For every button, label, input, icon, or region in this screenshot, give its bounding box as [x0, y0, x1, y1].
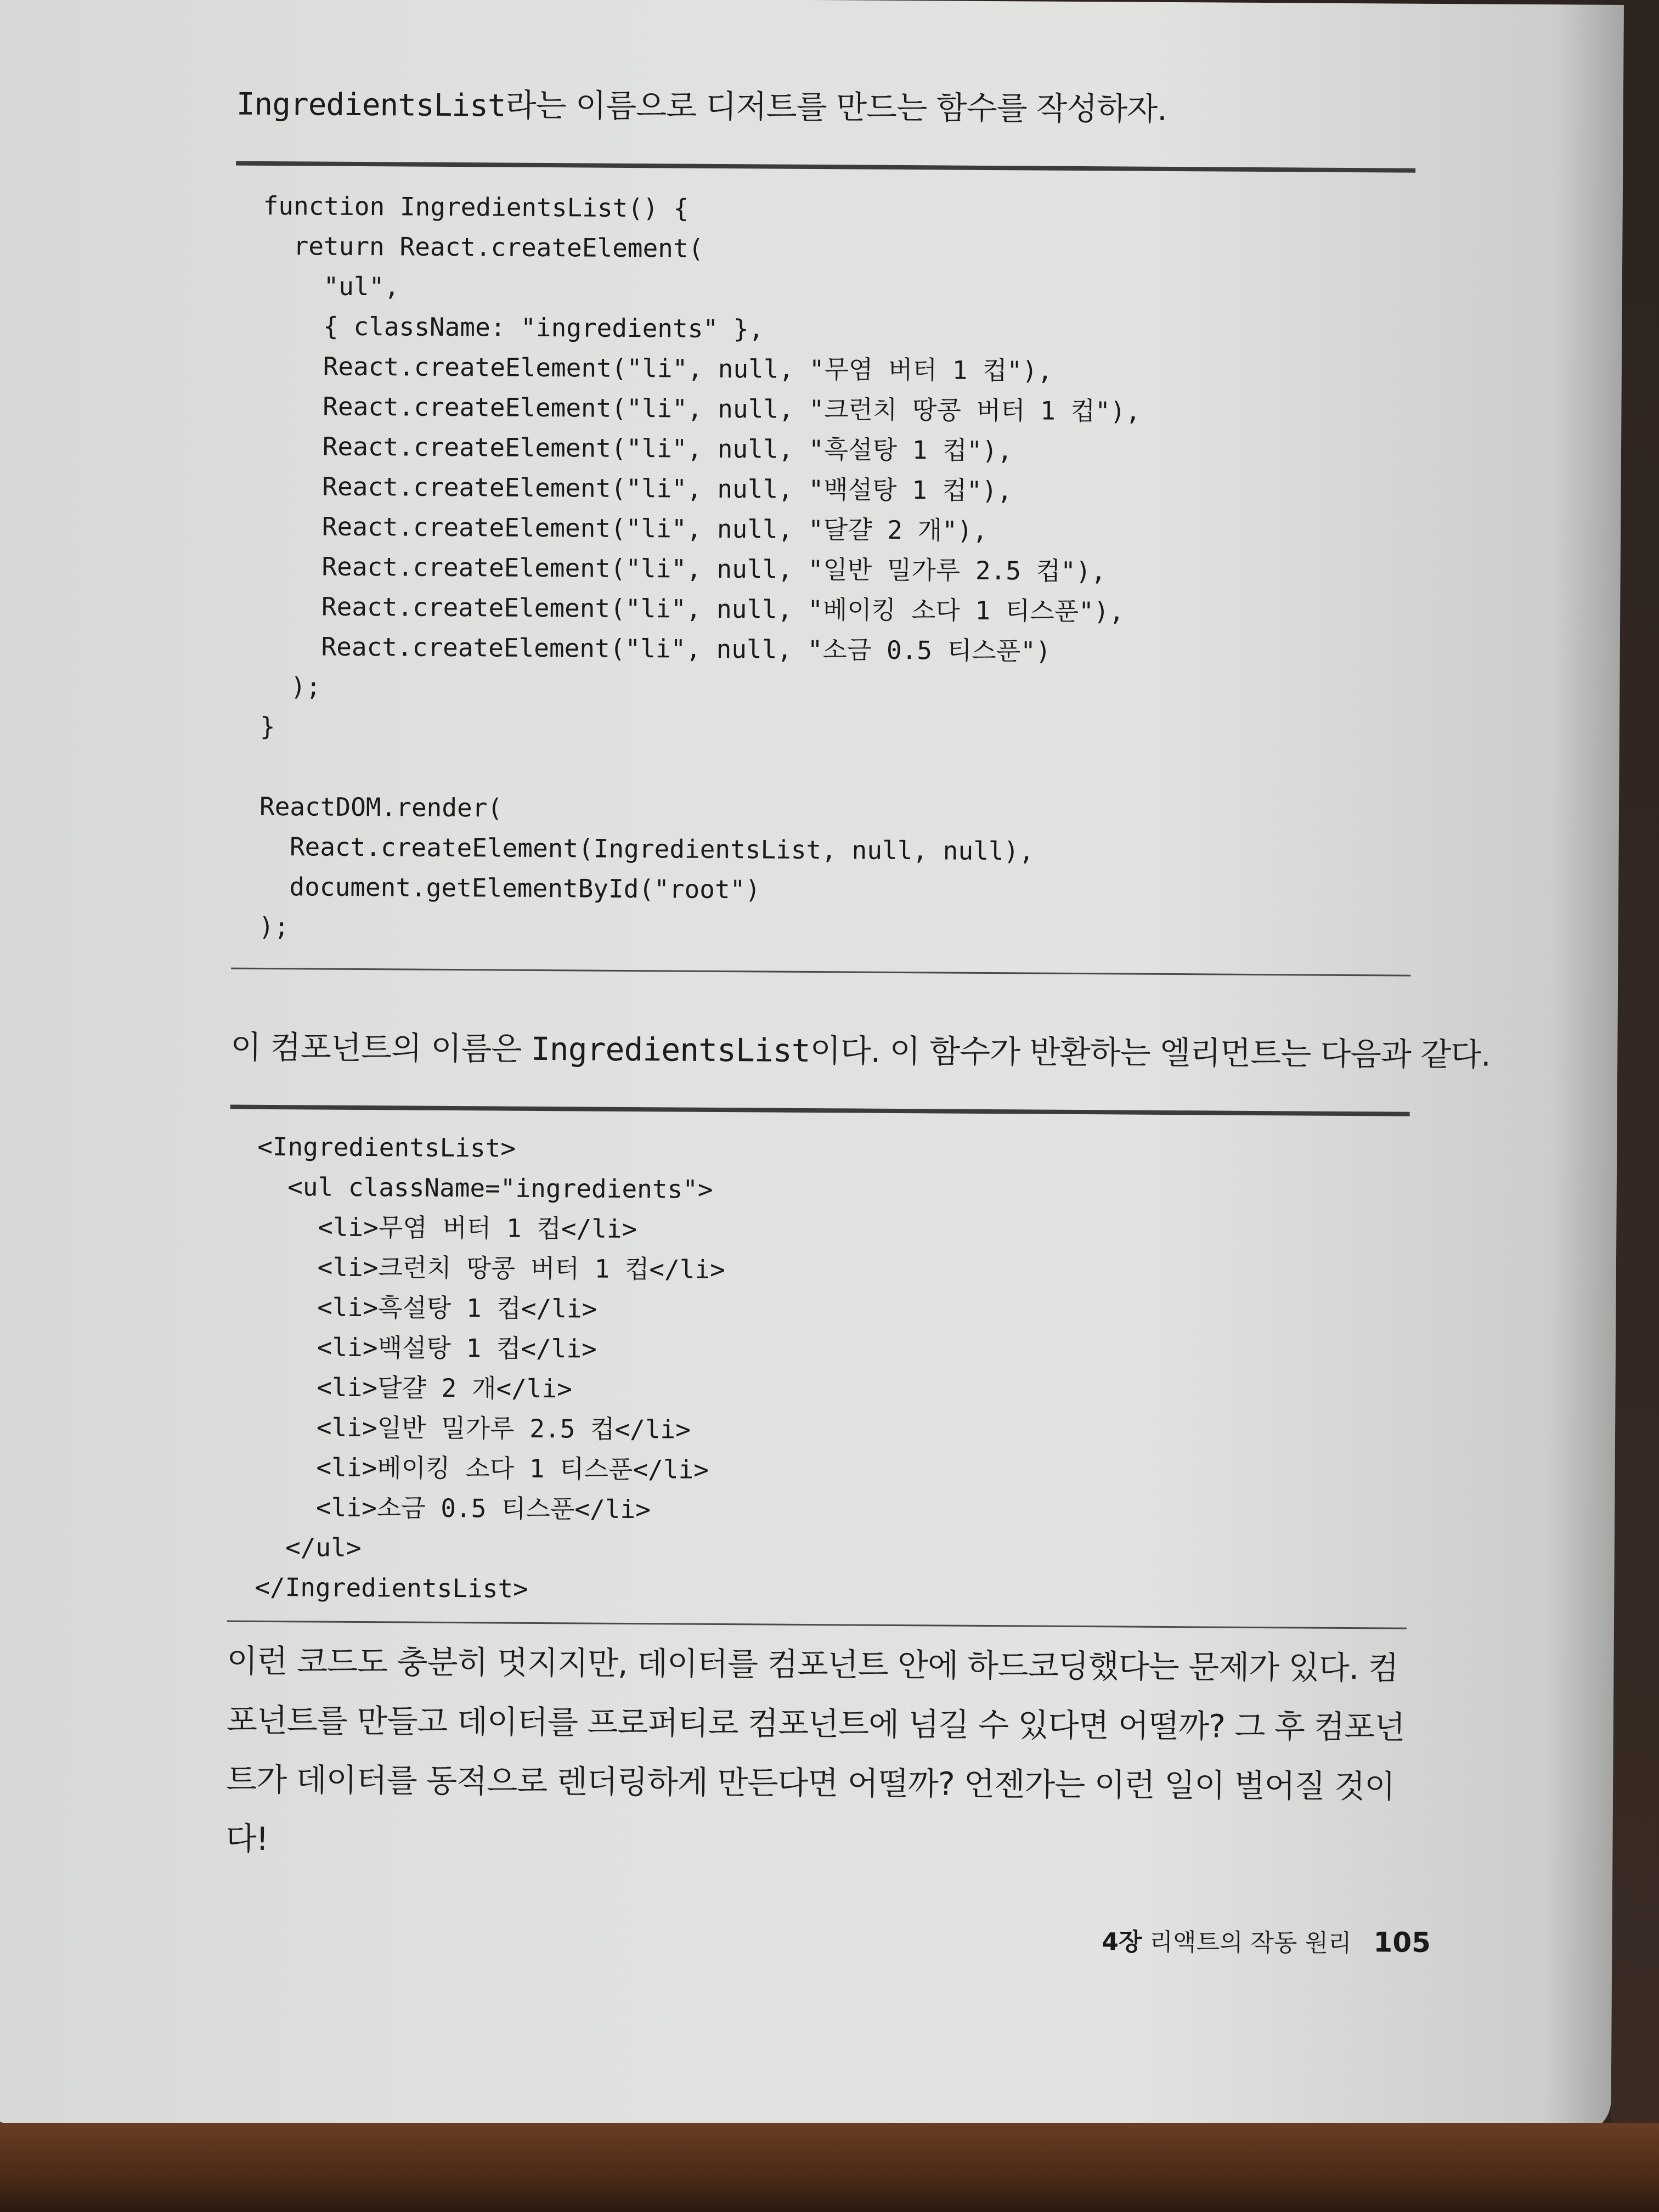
- code-line: React.createElement("li", null, "베이킹 소다 1 티스푼"),: [261, 591, 1125, 627]
- code-line: React.createElement("li", null, "일반 밀가루 2.5 컵"),: [261, 551, 1107, 586]
- code-line: { className: "ingredients" },: [262, 311, 764, 344]
- code-line: ReactDOM.render(: [259, 791, 503, 823]
- code-line: </ul>: [255, 1532, 362, 1563]
- code-line: React.createElement("li", null, "크런치 땅콩 버터 1 컵"),: [262, 391, 1141, 426]
- code-line: React.createElement("li", null, "흑설탕 1 컵"),: [261, 431, 1013, 466]
- code-line: React.createElement("li", null, "무염 버터 1 컵"),: [262, 351, 1053, 386]
- code-line: <ul className="ingredients">: [257, 1171, 713, 1204]
- code-line: <li>흑설탕 1 컵</li>: [256, 1291, 597, 1324]
- intro-sentence: [236, 74, 1167, 140]
- code-block-1-bottom-rule: [231, 968, 1410, 977]
- code-line: "ul",: [262, 270, 400, 302]
- code-line: </IngredientsList>: [255, 1572, 528, 1604]
- code-block-createElement: [258, 186, 1142, 952]
- page-edge-shadow: [1545, 4, 1624, 2134]
- code-line: );: [258, 911, 290, 942]
- code-block-jsx-output: [255, 1127, 726, 1610]
- code-line: }: [259, 711, 275, 742]
- code-line: document.getElementById("root"): [258, 871, 761, 905]
- code-line: <li>소금 0.5 티스푼</li>: [255, 1492, 651, 1525]
- code-line: <li>크런치 땅콩 버터 1 컵</li>: [256, 1251, 726, 1285]
- component-name-sentence: [230, 1017, 1491, 1085]
- code-block-1-top-rule: [236, 161, 1415, 173]
- chapter-number: 4장: [1102, 1928, 1142, 1956]
- code-line: <li>백설탕 1 컵</li>: [256, 1331, 597, 1364]
- code-line: <li>달걀 2 개</li>: [256, 1372, 573, 1404]
- code-line: function IngredientsList() {: [263, 190, 689, 223]
- code-line: React.createElement(IngredientsList, null, null),: [259, 831, 1035, 866]
- code-line: <li>일반 밀가루 2.5 컵</li>: [255, 1412, 691, 1444]
- code-line: <IngredientsList>: [257, 1131, 516, 1163]
- code-line: React.createElement("li", null, "소금 0.5 티스푼"): [260, 631, 1051, 666]
- code-line: <li>무염 버터 1 컵</li>: [257, 1211, 637, 1244]
- page-footer: [1102, 1922, 1431, 1959]
- intro-identifier: IngredientsList: [236, 86, 506, 124]
- code-block-2-bottom-rule: [227, 1621, 1407, 1629]
- closing-paragraph: 이런 코드도 충분히 멋지지만, 데이터를 컴포넌트 안에 하드코딩했다는 문제가 있다. 컴포넌트를 만들고 데이터를 프로퍼티로 컴포넌트에 넘길 수 있다면 어떨까? 그 후 컴포넌트가 데이터를 동적으로 렌더링하게 만든다면 어떨까? 언젠가는 이런 일이 벌어질 것이다!: [225, 1642, 1405, 1858]
- component-name-identifier: IngredientsList: [531, 1030, 810, 1070]
- wooden-shelf: [0, 2123, 1659, 2212]
- code-line: React.createElement("li", null, "백설탕 1 컵"),: [261, 471, 1013, 506]
- intro-rest: 라는 이름으로 디저트를 만드는 함수를 작성하자.: [505, 86, 1167, 128]
- component-name-before: 이 컴포넌트의 이름은: [230, 1028, 532, 1068]
- page-number: 105: [1373, 1926, 1431, 1959]
- code-line: return React.createElement(: [263, 230, 704, 263]
- code-line: React.createElement("li", null, "달걀 2 개"),: [261, 511, 988, 545]
- code-block-2-top-rule: [230, 1105, 1410, 1116]
- code-line: <li>베이킹 소다 1 티스푼</li>: [255, 1452, 709, 1485]
- component-name-after: 이다. 이 함수가 반환하는 엘리먼트는 다음과 같다.: [810, 1032, 1491, 1074]
- chapter-title: 리액트의 작동 원리: [1149, 1928, 1352, 1958]
- code-line: [259, 747, 1138, 792]
- code-line: );: [260, 671, 321, 702]
